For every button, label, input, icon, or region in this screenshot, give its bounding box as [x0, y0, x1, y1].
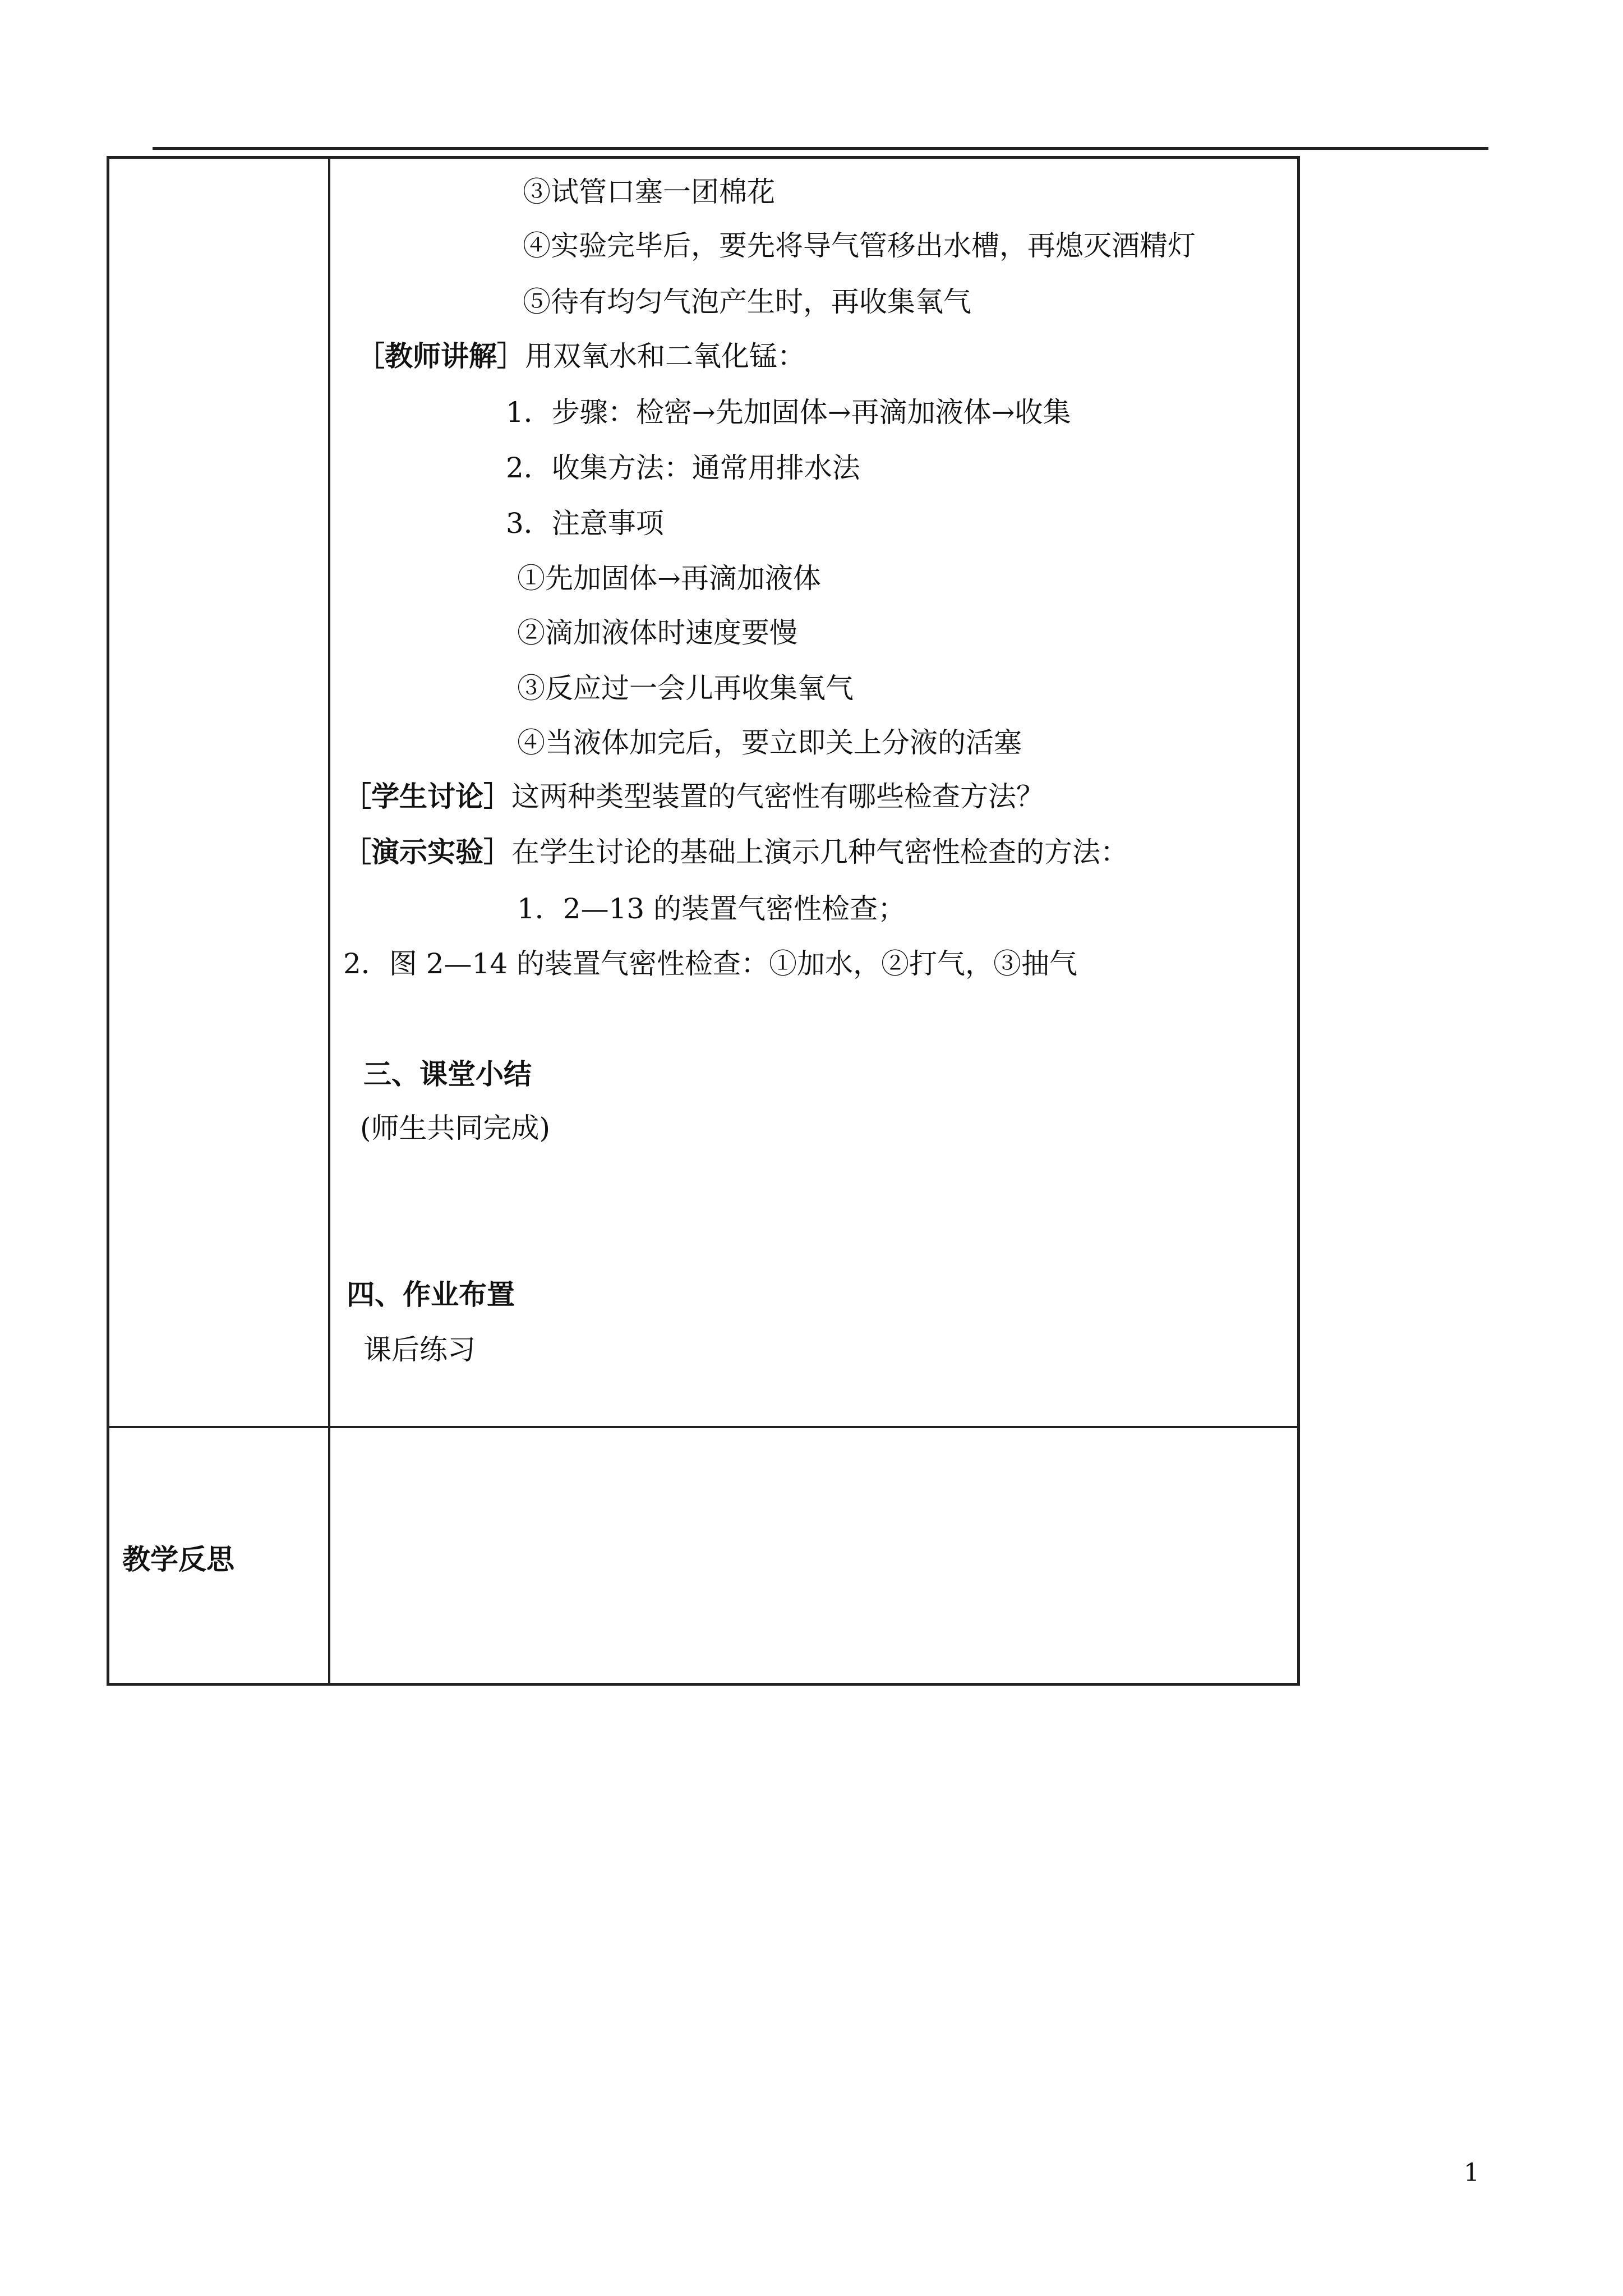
- student-discussion: [343, 780, 1044, 813]
- step-line: 1．步骤：检密→先加固体→再滴加液体→收集: [506, 396, 1071, 429]
- step-line: 3．注意事项: [506, 507, 664, 540]
- page-number: 1: [1464, 2159, 1479, 2187]
- discussion-label: ［学生讨论］: [343, 780, 511, 813]
- table-column-divider: [328, 156, 330, 1686]
- demo-label: ［演示实验］: [343, 835, 511, 868]
- table-row-divider: [107, 1426, 1300, 1428]
- teacher-text: 用双氧水和二氧化锰：: [525, 340, 805, 372]
- reflection-label: 教学反思: [122, 1543, 234, 1576]
- check-line: 2．图 2—14 的装置气密性检查：①加水，②打气，③抽气: [343, 947, 1078, 980]
- demo-experiment: [343, 835, 1128, 869]
- demo-text: 在学生讨论的基础上演示几种气密性检查的方法：: [511, 836, 1128, 868]
- step-line: 2．收集方法：通常用排水法: [506, 452, 860, 484]
- step-line: ⑤待有均匀气泡产生时，再收集氧气: [523, 286, 971, 318]
- step-line: ④实验完毕后，要先将导气管移出水槽，再熄灭酒精灯: [523, 229, 1196, 262]
- homework-text: 课后练习: [363, 1333, 476, 1366]
- teacher-label: ［教师讲解］: [357, 339, 525, 372]
- summary-text: (师生共同完成): [360, 1112, 551, 1144]
- note-line: ②滴加液体时速度要慢: [517, 616, 797, 649]
- check-line: 1．2—13 的装置气密性检查；: [517, 892, 906, 925]
- note-line: ①先加固体→再滴加液体: [517, 562, 821, 595]
- summary-heading: 三、课堂小结: [363, 1057, 532, 1091]
- step-line: ③试管口塞一团棉花: [523, 176, 775, 208]
- header-rule: [153, 147, 1488, 150]
- note-line: ④当液体加完后，要立即关上分液的活塞: [517, 726, 1022, 759]
- teacher-explanation: [357, 339, 805, 373]
- homework-heading: 四、作业布置: [347, 1278, 515, 1311]
- note-line: ③反应过一会儿再收集氧气: [517, 672, 854, 705]
- discussion-text: 这两种类型装置的气密性有哪些检查方法？: [511, 780, 1044, 813]
